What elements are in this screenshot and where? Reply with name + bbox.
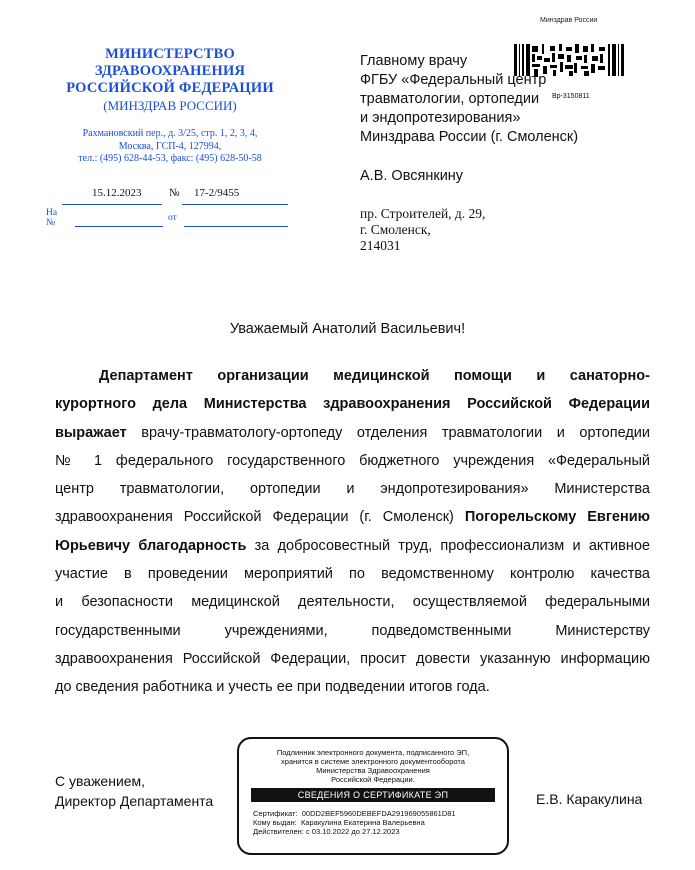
stamp-cert-label: Сертификат: (253, 809, 298, 818)
address-line3: тел.: (495) 628-44-53, факс: (495) 628-50-58 (78, 153, 262, 164)
stamp-issued-row (253, 818, 507, 827)
stamp-line4: Российской Федерации. (331, 775, 415, 784)
stamp-line1: Подлинник электронного документа, подписанного ЭП, (276, 748, 470, 757)
body-line-11: здравоохранения Российской Федерации, просит довести указанную информацию (55, 650, 650, 667)
recipient-block (360, 52, 578, 147)
stamp-certificate-bar: СВЕДЕНИЯ О СЕРТИФИКАТЕ ЭП (251, 788, 495, 802)
recipient-line1: Главному врачу (360, 53, 468, 69)
recipient-line5: Минздрава России (г. Смоленск) (360, 129, 579, 145)
number-underline (182, 204, 288, 205)
stamp-header (239, 748, 507, 784)
recipient-line2: ФГБУ «Федеральный центр (360, 72, 547, 88)
body-line-12: до сведения работника и учесть ее при подведении итогов года. (55, 679, 490, 696)
ministry-title-line2: ЗДРАВООХРАНЕНИЯ (94, 63, 246, 79)
stamp-cert-row (253, 809, 507, 818)
body-line-5: центр травматологии, ортопедии и эндопротезирования» Министерства (55, 481, 650, 498)
recipient-line4: и эндопротезирования» (360, 110, 521, 126)
stamp-certificate-info (253, 809, 507, 836)
stamp-valid-value: с 03.10.2022 до 27.12.2023 (305, 827, 400, 836)
ot-label: от (168, 213, 177, 223)
stamp-issued-value: Каракулина Екатерина Валерьевна (300, 818, 425, 827)
body-line-10: государственными учреждениями, подведомственными Министерству (55, 622, 650, 639)
ot-underline (184, 226, 288, 227)
recipient-address-line2: г. Смоленск, (360, 222, 431, 237)
registration-number-sign: № (169, 187, 180, 199)
stamp-line3: Министерства Здравоохранения (316, 766, 430, 775)
letter-body (55, 362, 650, 702)
body-line-6-plain: здравоохранения Российской Федерации (г. Смоленск) (55, 509, 465, 526)
ministry-abbr: (МИНЗДРАВ РОССИИ) (103, 98, 237, 113)
closing (55, 771, 213, 811)
closing-line1: С уважением, (55, 773, 146, 789)
closing-line2: Директор Департамента (55, 793, 214, 809)
stamp-cert-value: 00DD2BEF5960DEBEFDA291969055861D81 (301, 809, 456, 818)
body-line-6-bold: Погорельскому Евгению (464, 509, 651, 526)
na-label: На № (46, 208, 58, 228)
body-line-2: курортного дела Министерства здравоохранения Российской Федерации (55, 396, 650, 413)
date-underline (62, 204, 162, 205)
recipient-name: А.В. Овсянкину (360, 168, 464, 184)
body-line-7-rest: за добросовестный труд, профессионализм и активное (246, 537, 650, 554)
address-line1: Рахмановский пер., д. 3/25, стр. 1, 2, 3, 4, (82, 128, 258, 139)
body-line-7 (55, 532, 650, 560)
registration-date: 15.12.2023 (92, 187, 142, 199)
recipient-line3: травматологии, ортопедии (360, 91, 540, 107)
greeting: Уважаемый Анатолий Васильевич! (229, 321, 466, 337)
body-line-3-bold: выражает (55, 424, 127, 441)
top-mark: Минздрав России (540, 17, 598, 24)
recipient-address-line1: пр. Строителей, д. 29, (360, 206, 486, 221)
body-line-9: и безопасности медицинской деятельности, осуществляемой федеральными (55, 594, 650, 611)
body-line-7-bold: Юрьевичу благодарность (55, 537, 247, 554)
barcode-code: Вр-3150811 (552, 93, 590, 100)
na-underline (75, 226, 163, 227)
ministry-title-line1: МИНИСТЕРСТВО (105, 46, 235, 62)
recipient-address-line3: 214031 (360, 238, 401, 253)
stamp-line2: хранится в системе электронного документооборота (281, 757, 465, 766)
stamp-valid-row (253, 827, 507, 836)
body-line-6 (55, 503, 650, 531)
signer-name: Е.В. Каракулина (536, 791, 643, 807)
registration-number: 17-2/9455 (194, 187, 240, 199)
stamp-valid-label: Действителен: (253, 827, 304, 836)
recipient-address (360, 206, 485, 254)
e-signature-stamp (237, 737, 509, 855)
stamp-issued-label: Кому выдан: (253, 818, 297, 827)
body-line-4: № 1 федерального государственного бюджетного учреждения «Федеральный (55, 452, 650, 469)
address-line2: Москва, ГСП-4, 127994, (118, 140, 222, 152)
body-line-1: Департамент организации медицинской помощи и санаторно- (99, 368, 650, 384)
ministry-address (40, 128, 300, 166)
body-line-8: участие в проведении мероприятий по ведомственному контролю качества (55, 566, 650, 583)
body-line-3-rest: врачу-травматологу-ортопеду отделения травматологии и ортопедии (126, 424, 650, 441)
ministry-header (40, 46, 300, 166)
ministry-title-line3: РОССИЙСКОЙ ФЕДЕРАЦИИ (66, 80, 274, 96)
body-line-3 (55, 419, 650, 447)
